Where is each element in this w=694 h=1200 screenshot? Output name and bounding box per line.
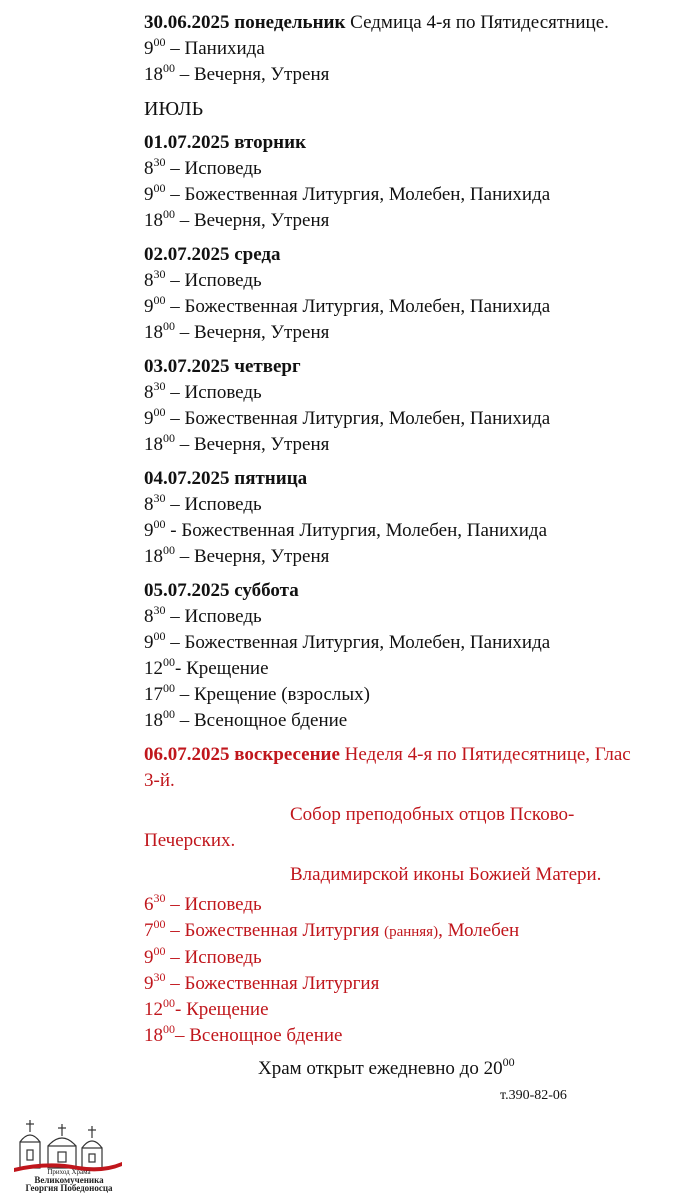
day-date: 05.07.2025 суббота: [144, 580, 299, 601]
day-date: 02.07.2025 среда: [144, 244, 281, 265]
month-heading: ИЮЛЬ: [144, 98, 204, 120]
schedule-item: $9^{30}$ – Божественная Литургия: [144, 969, 380, 994]
commemoration-1: Собор преподобных отцов Псково-: [290, 804, 575, 825]
schedule-item: $12^{00}-$ Крещение: [144, 654, 269, 679]
phone-number: т.390-82-06: [500, 1088, 567, 1103]
schedule-item: $9^{00}$ – Исповедь: [144, 943, 262, 968]
opening-hours-note: Храм открыт ежедневно до $20^{00}$: [258, 1054, 515, 1079]
schedule-item: $8^{30}$ – Исповедь: [144, 378, 262, 403]
schedule-item: $18^{00}$ – Вечерня, Утреня: [144, 430, 330, 455]
sunday-section: [144, 742, 684, 1049]
schedule-item: $9^{00}$ - Божественная Литургия, Молебен, Панихида: [144, 516, 548, 541]
schedule-item: $6^{30}$ – Исповедь: [144, 890, 262, 915]
header-title: Седмица 4-я по Пятидесятнице.: [350, 12, 609, 33]
schedule-item: $18^{00}-$ Всенощное бдение: [144, 1021, 343, 1046]
schedule-item: $17^{00}$ – Крещение (взрослых): [144, 680, 370, 705]
schedule-item: $18^{00}$ – Вечерня, Утреня: [144, 60, 330, 85]
schedule-item: $18^{00}$ – Всенощное бдение: [144, 706, 348, 731]
sunday-date: 06.07.2025 воскресение: [144, 744, 340, 765]
sunday-entry: [144, 742, 644, 794]
schedule-item: $9^{00}$ – Божественная Литургия, Молебен, Панихида: [144, 292, 551, 317]
commemoration-1-cont: Печерских.: [144, 830, 236, 851]
schedule-item: $7^{00}$ – Божественная Литургия (ранняя), Молебен: [144, 916, 520, 941]
sunday-title: Неделя 4-я по Пятидесятнице, Глас 3-й.: [144, 744, 631, 791]
schedule-item: $18^{00}$ – Вечерня, Утреня: [144, 206, 330, 231]
schedule-item: $9^{00}$ – Панихида: [144, 34, 265, 59]
logo-line-1: Приход Храма: [47, 1168, 91, 1176]
schedule-item: $18^{00}$ – Вечерня, Утреня: [144, 542, 330, 567]
logo-caption: [14, 1168, 124, 1192]
commemoration-2: Владимирской иконы Божией Матери.: [290, 864, 602, 885]
schedule-item: $9^{00}$ – Божественная Литургия, Молебен, Панихида: [144, 404, 551, 429]
schedule-item: $18^{00}$ – Вечерня, Утреня: [144, 318, 330, 343]
day-date: 04.07.2025 пятница: [144, 468, 308, 489]
logo-line-2: Великомученика: [34, 1175, 104, 1185]
header-date: 30.06.2025 понедельник: [144, 12, 346, 33]
schedule-item: $8^{30}$ – Исповедь: [144, 154, 262, 179]
schedule-item: $12^{00}-$ Крещение: [144, 995, 269, 1020]
header-entry: [144, 10, 684, 36]
schedule-document: [144, 10, 684, 1049]
day-date: 01.07.2025 вторник: [144, 132, 307, 153]
schedule-item: $9^{00}$ – Божественная Литургия, Молебен, Панихида: [144, 628, 551, 653]
schedule-item: $9^{00}$ – Божественная Литургия, Молебен, Панихида: [144, 180, 551, 205]
logo-line-3: Георгия Победоносца: [25, 1183, 113, 1193]
schedule-item: $8^{30}$ – Исповедь: [144, 490, 262, 515]
schedule-item: $8^{30}$ – Исповедь: [144, 602, 262, 627]
schedule-item: $8^{30}$ – Исповедь: [144, 266, 262, 291]
day-date: 03.07.2025 четверг: [144, 356, 301, 377]
